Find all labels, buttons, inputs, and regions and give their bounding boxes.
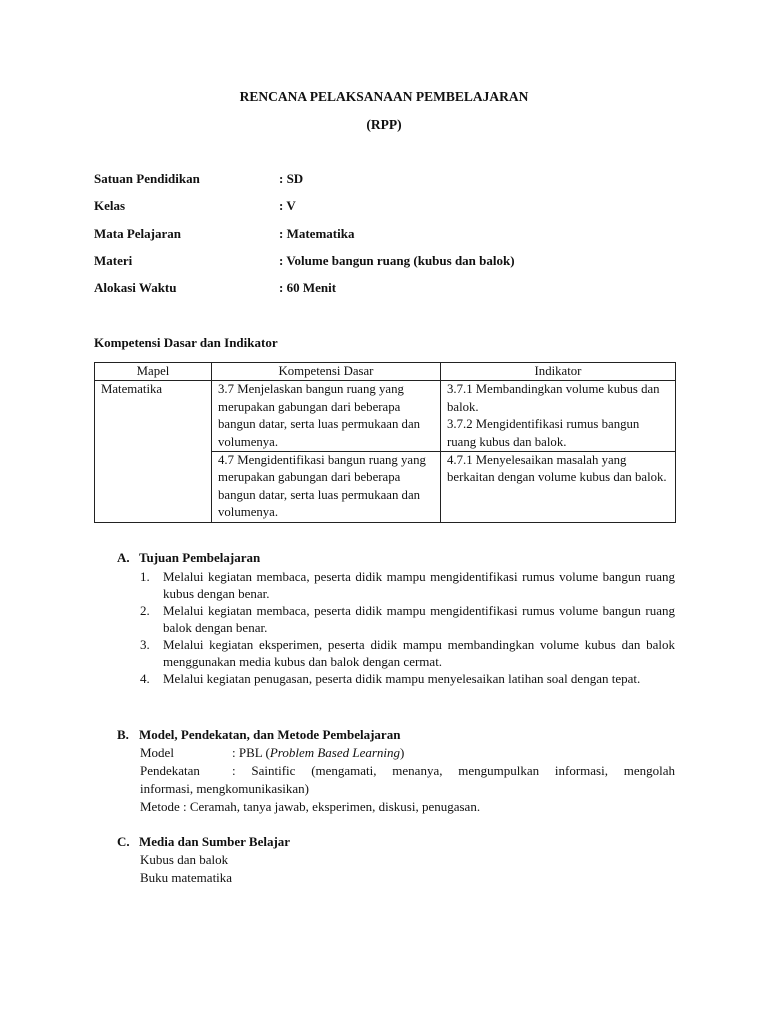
section-media-sumber-belajar [117,833,677,893]
section-tujuan-pembelajaran [117,549,677,699]
identity-label: Satuan Pendidikan [94,171,200,186]
identity-value: : SD [279,171,304,186]
document-subtitle: (RPP) [366,117,402,132]
section-body [140,744,675,816]
cell-kompetensi-dasar: 4.7 Mengidentifikasi bangun ruang yang merupakan gabungan dari beberapa bangun datar, serta luas permukaan dan volumenya. [212,452,441,523]
table-row [95,381,676,452]
identity-row [94,225,694,242]
pendekatan-label: Pendekatan [140,763,200,778]
section-title: Media dan Sumber Belajar [139,834,291,849]
media-item: Buku matematika [140,870,233,885]
identity-value: : Volume bangun ruang (kubus dan balok) [279,253,515,268]
identity-label: Kelas [94,198,126,213]
list-item [140,602,675,636]
goals-list [140,568,675,687]
model-suffix: ) [400,745,405,760]
model-prefix: : PBL ( [232,745,270,760]
list-number: 2. [140,603,150,618]
identity-row [94,170,694,187]
identity-label: Materi [94,253,133,268]
identity-label: Mata Pelajaran [94,226,182,241]
section-heading [117,549,677,566]
indikator-item: 4.7.1 Menyelesaikan masalah yang berkaitan dengan volume kubus dan balok. [447,453,667,485]
list-item [140,636,675,670]
list-item [140,670,675,687]
model-italic: Problem Based Learning [269,745,401,760]
list-number: 3. [140,637,150,652]
list-text: Melalui kegiatan membaca, peserta didik mampu mengidentifikasi rumus volume bangun ruang balok dengan benar. [163,603,675,635]
column-header-kompetensi-dasar: Kompetensi Dasar [212,363,441,381]
indikator-item: 3.7.1 Membandingkan volume kubus dan balok. [447,382,660,414]
cell-kompetensi-dasar: 3.7 Menjelaskan bangun ruang yang merupakan gabungan dari beberapa bangun datar, serta luas permukaan dan volumenya. [212,381,441,452]
section-body [140,851,675,887]
table-header-row [95,363,676,381]
pendekatan-value: : Saintific (mengamati, menanya, mengumpulkan informasi, mengolah [232,763,675,778]
identity-row [94,279,694,296]
section-letter: C. [117,834,130,849]
identity-label: Alokasi Waktu [94,280,177,295]
cell-indikator [441,452,676,523]
pendekatan-line [140,762,675,780]
identity-value: : V [279,198,296,213]
section-model-pembelajaran [117,726,677,816]
pendekatan-continuation: informasi, mengkomunikasikan) [140,781,309,796]
section-letter: B. [117,727,129,742]
section-heading [117,833,677,850]
model-label: Model [140,745,174,760]
cell-mapel: Matematika [95,381,212,523]
media-item: Kubus dan balok [140,852,229,867]
section-heading [117,726,677,743]
kd-table [94,362,676,523]
indikator-item: 3.7.2 Mengidentifikasi rumus bangun ruang kubus dan balok. [447,417,640,449]
section-letter: A. [117,550,130,565]
list-text: Melalui kegiatan membaca, peserta didik mampu mengidentifikasi rumus volume bangun ruang kubus dengan benar. [163,569,675,601]
identity-value: : 60 Menit [279,280,337,295]
model-line [140,744,675,762]
list-text: Melalui kegiatan penugasan, peserta didik mampu menyelesaikan latihan soal dengan tepat. [163,671,641,686]
document-title: RENCANA PELAKSANAAN PEMBELAJARAN [239,89,529,104]
list-number: 1. [140,569,150,584]
column-header-mapel: Mapel [95,363,212,381]
cell-indikator [441,381,676,452]
identity-value: : Matematika [279,226,355,241]
column-header-indikator: Indikator [441,363,676,381]
identity-row [94,197,694,214]
list-item [140,568,675,602]
kd-heading: Kompetensi Dasar dan Indikator [94,335,278,350]
section-title: Model, Pendekatan, dan Metode Pembelajaran [139,727,401,742]
metode-line: Metode : Ceramah, tanya jawab, eksperimen, diskusi, penugasan. [140,799,481,814]
section-title: Tujuan Pembelajaran [139,550,261,565]
list-text: Melalui kegiatan eksperimen, peserta didik mampu membandingkan volume kubus dan balok menggunakan media kubus dan balok dengan cermat. [163,637,675,669]
list-number: 4. [140,671,150,686]
identity-row [94,252,694,269]
